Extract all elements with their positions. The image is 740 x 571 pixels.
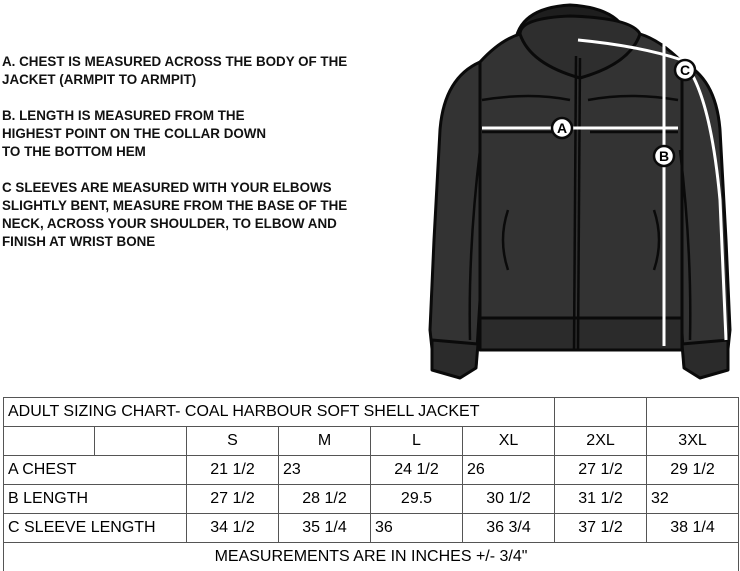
size-header-m: M [279,427,371,456]
measurement-note: MEASUREMENTS ARE IN INCHES +/- 3/4" [4,543,739,571]
table-cell: 23 [279,456,371,485]
table-cell: 29.5 [371,485,463,514]
table-cell: 29 1/2 [647,456,739,485]
table-cell: 28 1/2 [279,485,371,514]
header-empty-cell [4,427,95,456]
marker-b [654,146,674,166]
waistband [480,318,682,350]
row-label-length: B LENGTH [4,485,187,514]
size-header-s: S [187,427,279,456]
table-cell: 30 1/2 [463,485,555,514]
table-title: ADULT SIZING CHART- COAL HARBOUR SOFT SHELL JACKET [4,398,555,427]
table-row [4,456,739,485]
table-row [4,485,739,514]
size-header-3xl: 3XL [647,427,739,456]
jacket-diagram [420,0,740,390]
svg-text:C: C [680,62,690,78]
empty-cell [647,398,739,427]
size-header-xl: XL [463,427,555,456]
empty-cell [555,398,647,427]
table-cell: 35 1/4 [279,514,371,543]
instruction-chest: A. CHEST IS MEASURED ACROSS THE BODY OF THE JACKET (ARMPIT TO ARMPIT) [2,53,412,89]
table-cell: 36 [371,514,463,543]
instruction-length: B. LENGTH IS MEASURED FROM THE HIGHEST POINT ON THE COLLAR DOWN TO THE BOTTOM HEM [2,107,412,161]
row-label-chest: A CHEST [4,456,187,485]
left-cuff [432,340,478,378]
instruction-sleeve: C SLEEVES ARE MEASURED WITH YOUR ELBOWS SLIGHTLY BENT, MEASURE FROM THE BASE OF THE NECK, ACROSS YOUR SHOULDER, TO ELBOW AND FINISH AT WRIST BONE [2,179,412,251]
sizing-chart-table [3,397,739,571]
size-header-row [4,427,739,456]
table-cell: 38 1/4 [647,514,739,543]
svg-text:B: B [659,148,669,164]
table-cell: 27 1/2 [187,485,279,514]
svg-text:A: A [557,120,567,136]
table-row [4,514,739,543]
size-header-l: L [371,427,463,456]
size-header-2xl: 2XL [555,427,647,456]
row-label-sleeve: C SLEEVE LENGTH [4,514,187,543]
table-cell: 36 3/4 [463,514,555,543]
table-cell: 31 1/2 [555,485,647,514]
measurement-instructions [2,53,412,269]
table-cell: 24 1/2 [371,456,463,485]
marker-a [552,118,572,138]
table-cell: 21 1/2 [187,456,279,485]
table-footer-row [4,543,739,571]
table-cell: 27 1/2 [555,456,647,485]
table-cell: 32 [647,485,739,514]
table-cell: 37 1/2 [555,514,647,543]
marker-c [675,60,695,80]
table-cell: 34 1/2 [187,514,279,543]
table-cell: 26 [463,456,555,485]
header-spacer-cell [95,427,187,456]
table-title-row [4,398,739,427]
right-cuff [682,340,728,378]
